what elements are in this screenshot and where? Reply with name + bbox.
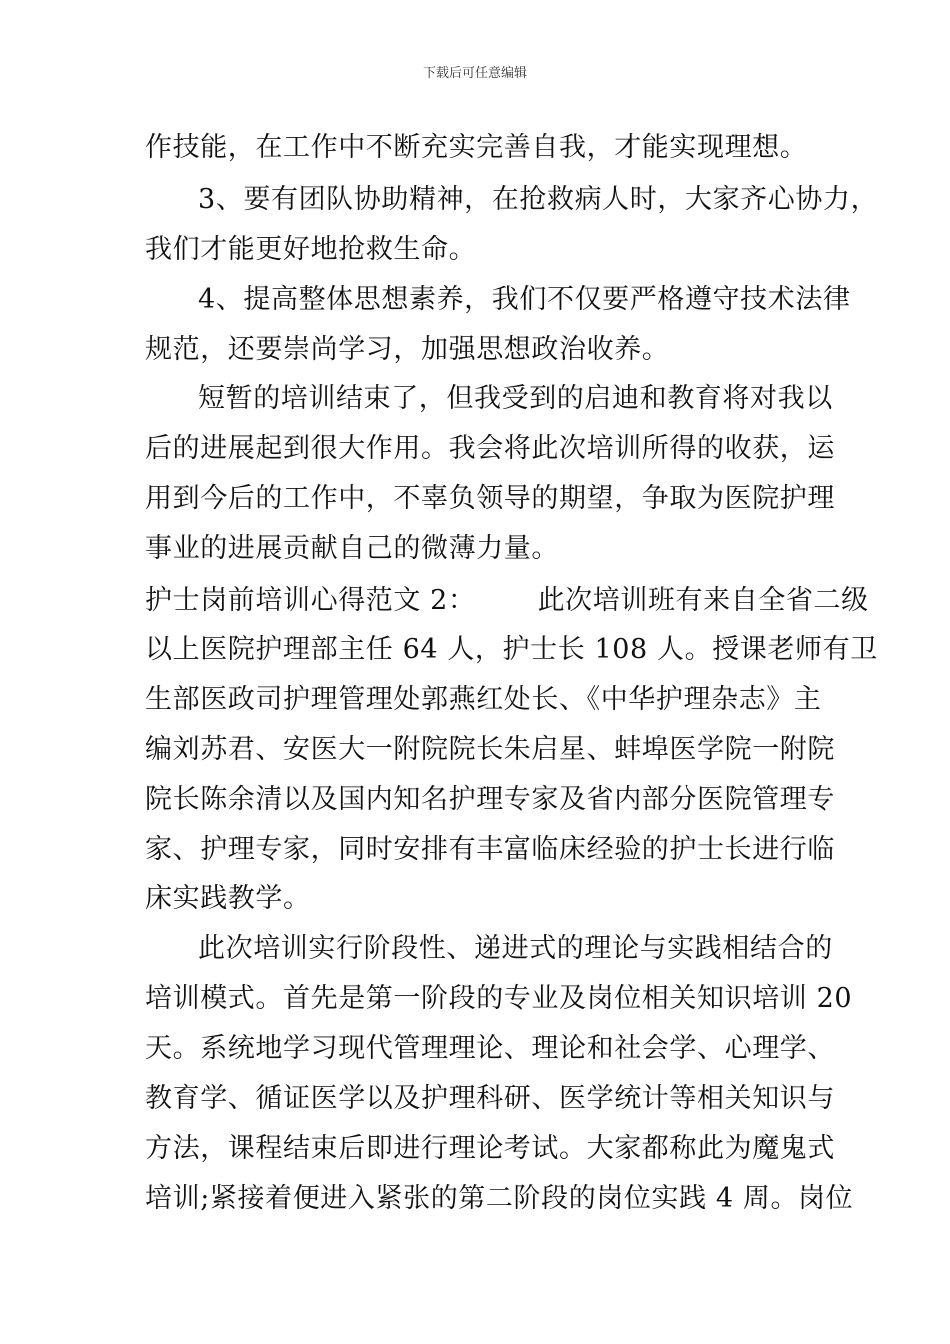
- paragraph-line: 以上医院护理部主任 64 人，护士长 108 人。授课老师有卫: [145, 634, 878, 665]
- paragraph-line: 生部医政司护理管理处郭燕红处长、《中华护理杂志》主: [145, 684, 822, 715]
- paragraph-line: 编刘苏君、安医大一附院院长朱启星、蚌埠医学院一附院: [145, 734, 835, 765]
- paragraph-line: 作技能，在工作中不断充实完善自我，才能实现理想。: [145, 132, 808, 163]
- section-heading-line: [145, 584, 869, 618]
- section-heading: 护士岗前培训心得范文 2：: [145, 585, 476, 616]
- paragraph-line: 教育学、循证医学以及护理科研、医学统计等相关知识与: [145, 1083, 835, 1114]
- paragraph-line: 此次培训实行阶段性、递进式的理论与实践相结合的: [198, 933, 833, 964]
- paragraph-line: 规范，还要崇尚学习，加强思想政治收养。: [145, 334, 670, 365]
- paragraph-line: 后的进展起到很大作用。我会将此次培训所得的收获，运: [145, 433, 835, 464]
- page-header: 下载后可任意编辑: [422, 66, 527, 81]
- paragraph-line: 院长陈余清以及国内知名护理专家及省内部分医院管理专: [145, 784, 835, 815]
- paragraph-line: 我们才能更好地抢救生命。: [145, 234, 477, 265]
- paragraph-line: 培训;紧接着便进入紧张的第二阶段的岗位实践 4 周。岗位: [145, 1183, 854, 1214]
- paragraph-line: 事业的进展贡献自己的微薄力量。: [145, 533, 559, 564]
- paragraph-line: 3、要有团队协助精神，在抢救病人时，大家齐心协力，: [198, 184, 879, 215]
- paragraph-line: 天。系统地学习现代管理理论、理论和社会学、心理学、: [145, 1033, 835, 1064]
- paragraph-line: 床实践教学。: [145, 883, 311, 914]
- paragraph-line: 用到今后的工作中，不辜负领导的期望，争取为医院护理: [145, 483, 835, 514]
- paragraph-line: 4、提高整体思想素养，我们不仅要严格遵守技术法律: [198, 284, 851, 315]
- paragraph-line: 家、护理专家，同时安排有丰富临床经验的护士长进行临: [145, 834, 835, 865]
- paragraph-line: 短暂的培训结束了，但我受到的启迪和教育将对我以: [198, 383, 833, 414]
- paragraph-text: 此次培训班有来自全省二级: [537, 585, 869, 616]
- paragraph-line: 方法，课程结束后即进行理论考试。大家都称此为魔鬼式: [145, 1133, 835, 1164]
- paragraph-line: 培训模式。首先是第一阶段的专业及岗位相关知识培训 20: [145, 983, 853, 1014]
